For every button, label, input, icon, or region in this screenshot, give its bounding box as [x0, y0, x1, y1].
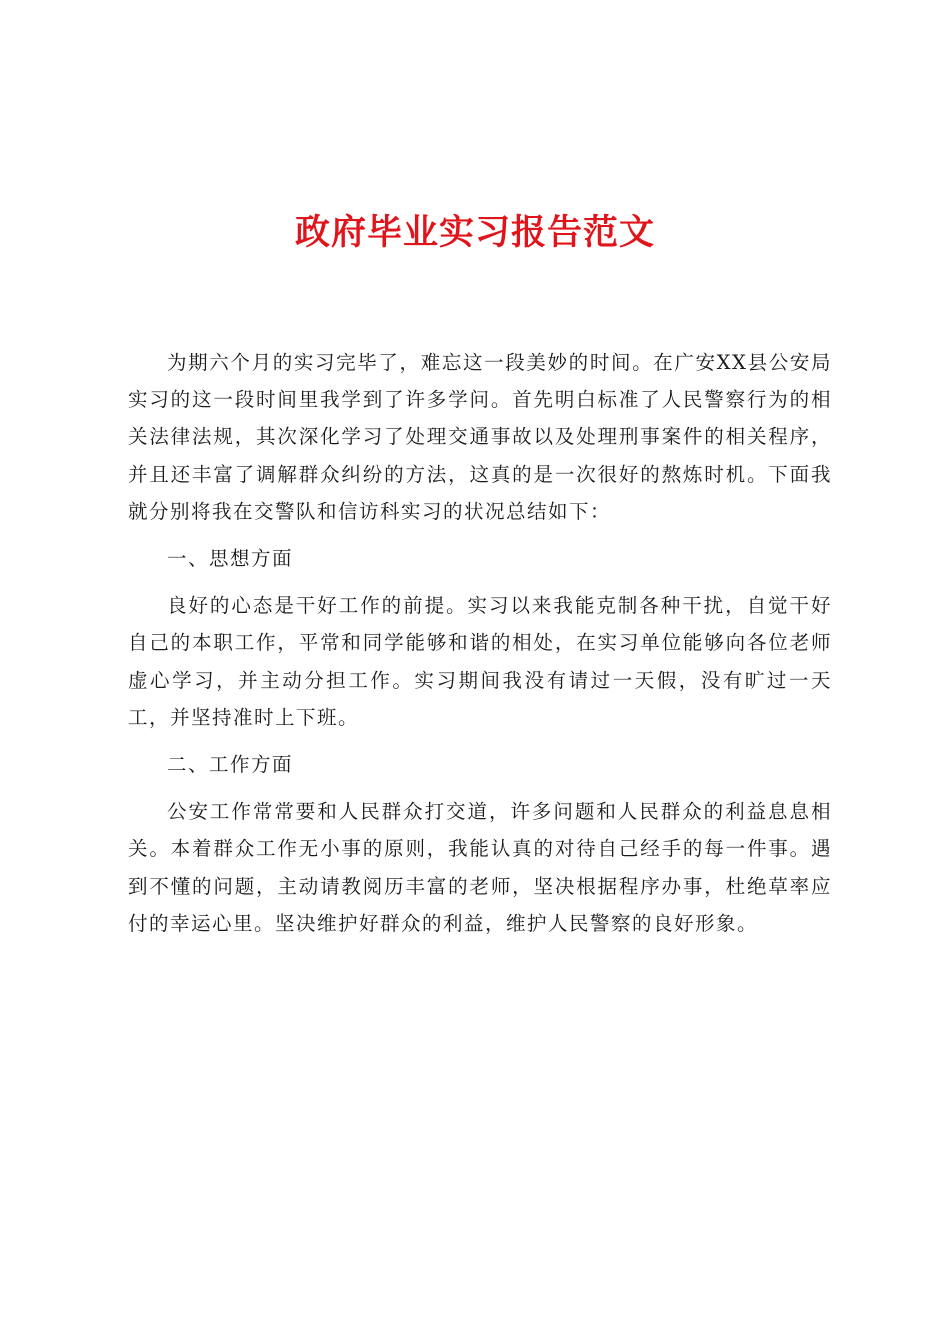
section-heading-work: 二、工作方面 [167, 753, 294, 777]
paragraph-intro: 为期六个月的实习完毕了，难忘这一段美妙的时间。在广安XX县公安局实习的这一段时间里我学到了许多学问。首先明白标准了人民警察行为的相关法律法规，其次深化学习了处理交通事故以及处理刑事案件的相关程序，并且还丰富了调解群众纠纷的方法，这真的是一次很好的熬炼时机。下面我就分别将我在交警队和信访科实习的状况总结如下： [128, 351, 832, 523]
section-heading-thought: 一、思想方面 [167, 547, 294, 571]
document-body [128, 344, 832, 942]
paragraph-work: 公安工作常常要和人民群众打交道，许多问题和人民群众的利益息息相关。本着群众工作无小事的原则，我能认真的对待自己经手的每一件事。遇到不懂的问题，主动请教阅历丰富的老师，坚决根据程序办事，杜绝草率应付的幸运心里。坚决维护好群众的利益，维护人民警察的良好形象。 [128, 800, 832, 935]
paragraph-thought: 良好的心态是干好工作的前提。实习以来我能克制各种干扰，自觉干好自己的本职工作，平常和同学能够和谐的相处，在实习单位能够向各位老师虚心学习，并主动分担工作。实习期间我没有请过一天假，没有旷过一天工，并坚持准时上下班。 [128, 594, 832, 729]
document-title: 政府毕业实习报告范文 [294, 213, 655, 253]
